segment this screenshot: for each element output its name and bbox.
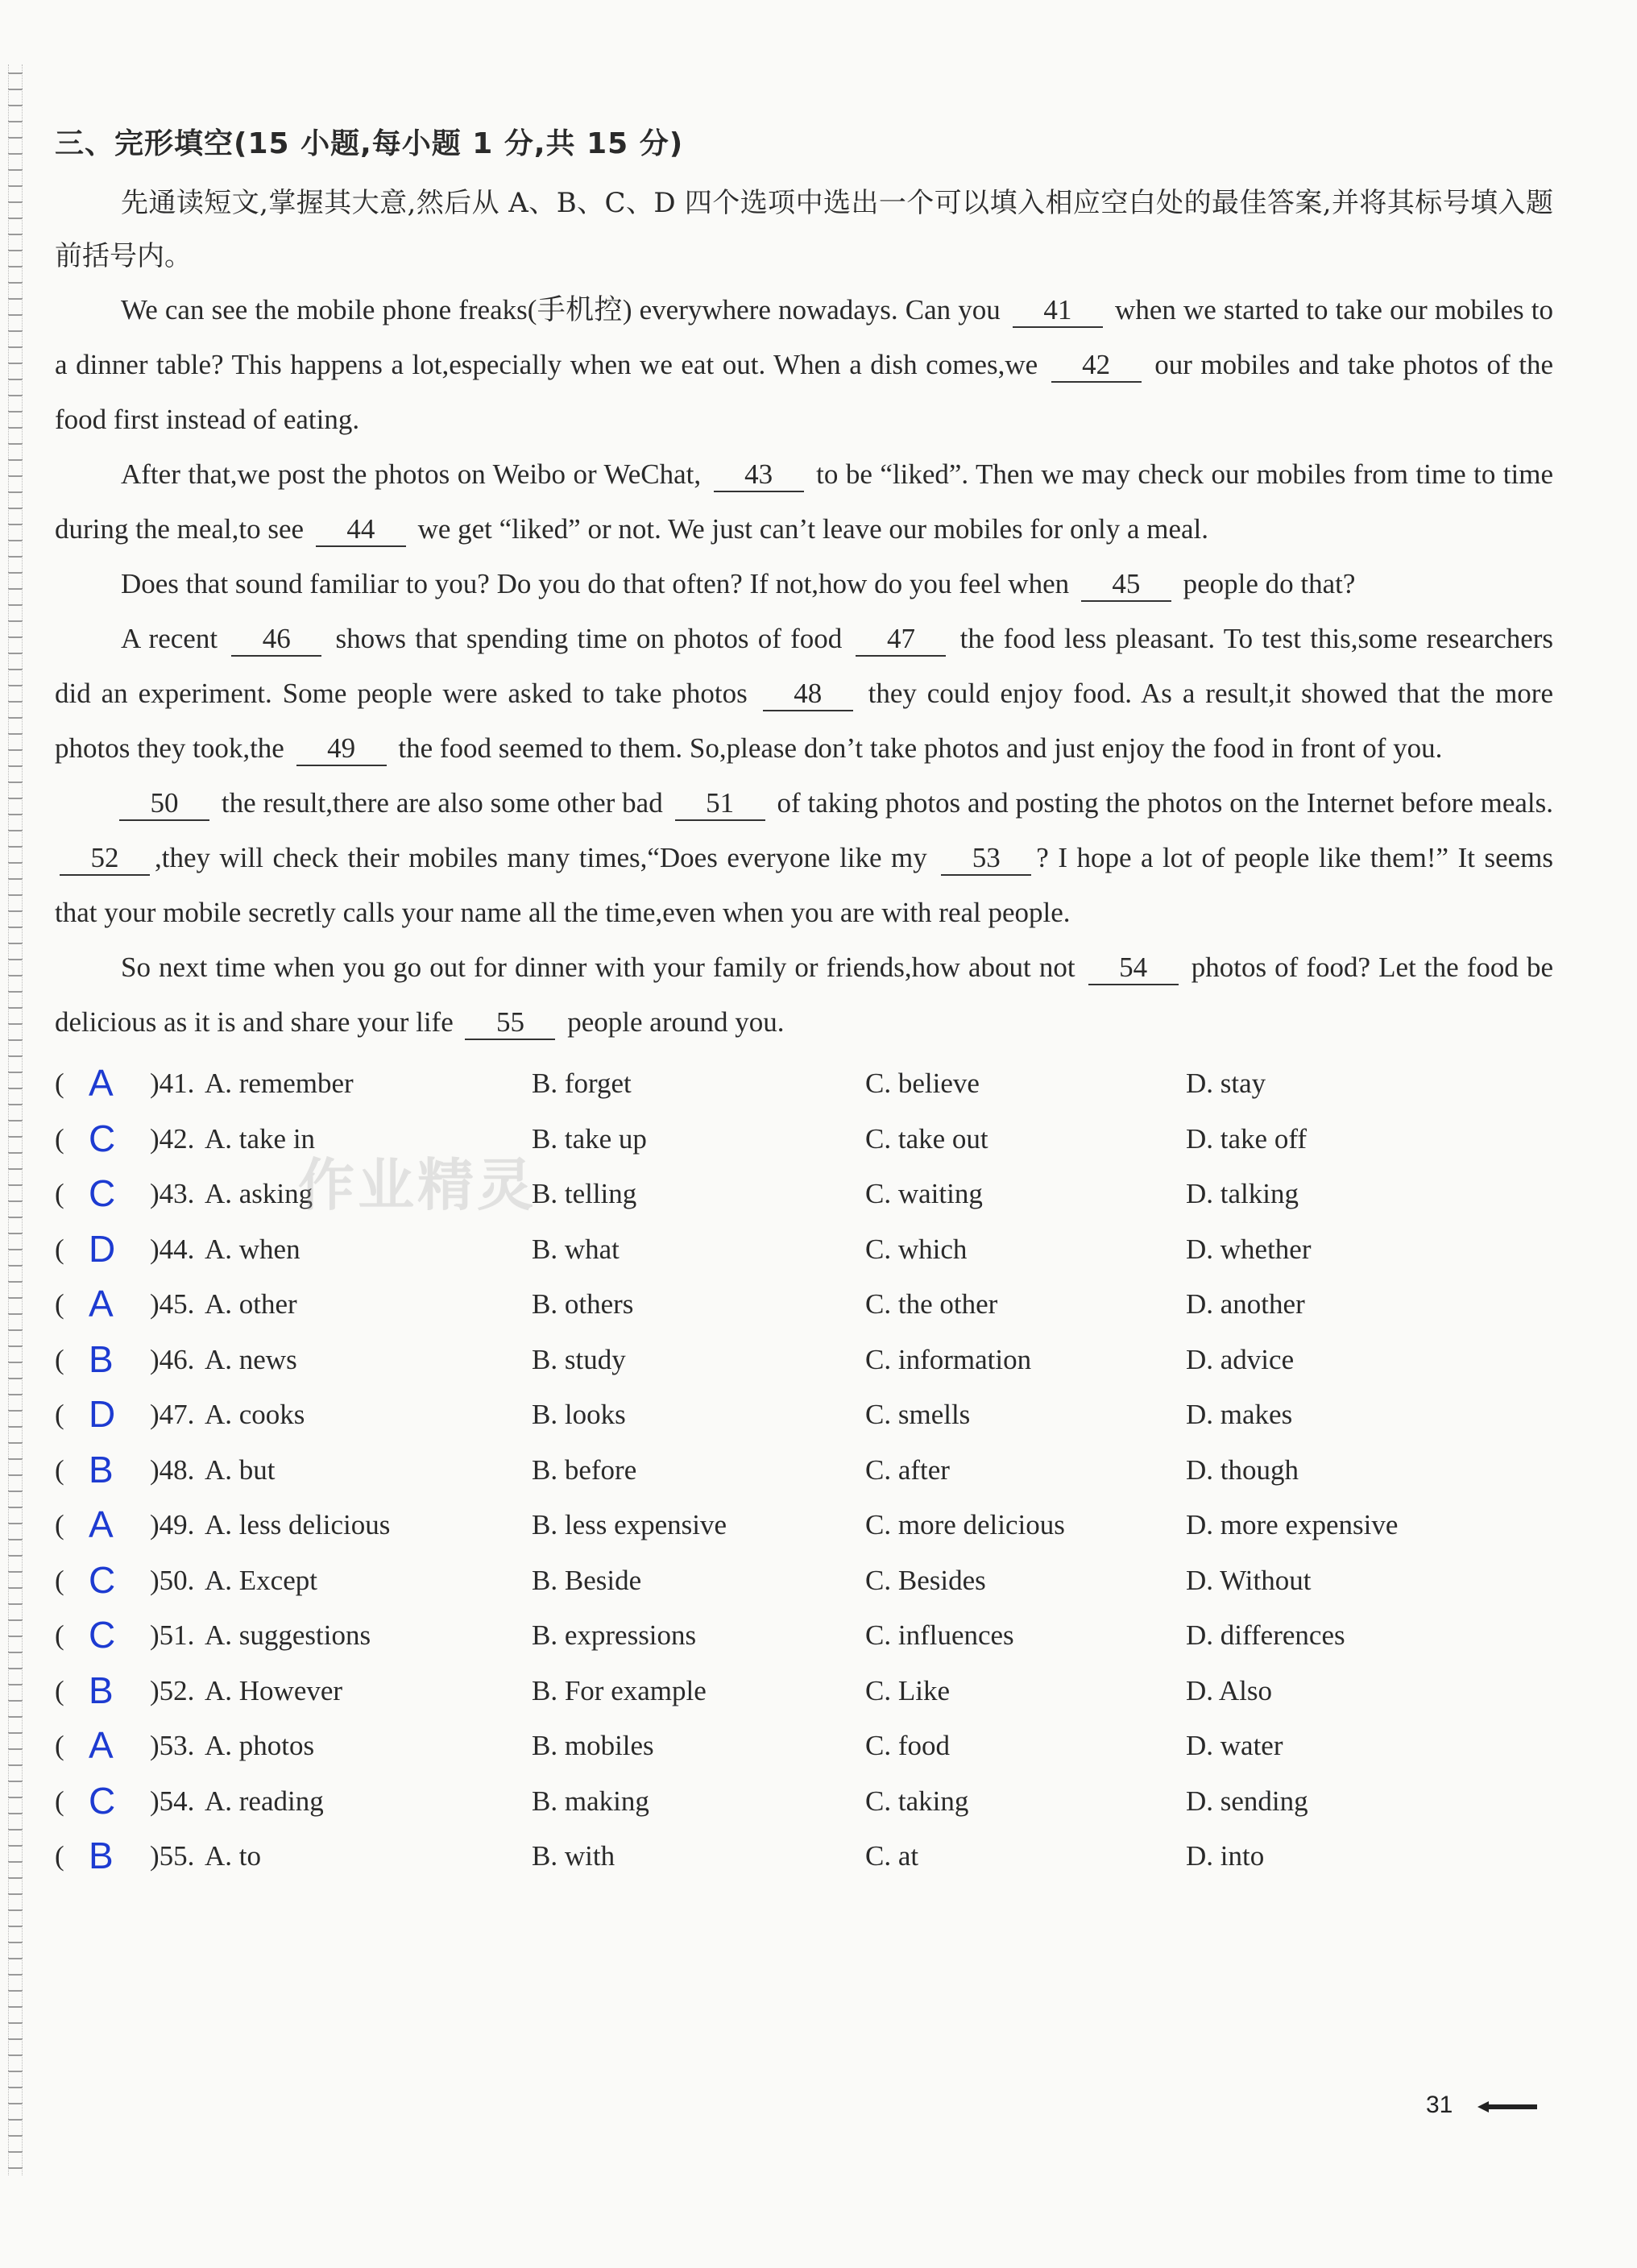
option-a: A. However: [205, 1674, 343, 1706]
option-c: C. believe: [865, 1068, 980, 1099]
passage-text: people do that?: [1183, 568, 1356, 599]
option-a: A. but: [205, 1453, 276, 1486]
blank-43: 43: [714, 458, 804, 492]
question-number: )53.: [150, 1730, 195, 1761]
question-row: [55, 1058, 1553, 1113]
option-a: A. remember: [205, 1068, 354, 1099]
question-row: [55, 1776, 1553, 1831]
answer-mark: B: [89, 1448, 114, 1491]
passage-text: So next time when you go out for dinner with your family or friends,how about not: [121, 952, 1075, 983]
passage-text: the food seemed to them. So,please don’t take photos and just enjoy the food in front of you.: [398, 732, 1443, 764]
option-b: B. looks: [532, 1399, 626, 1430]
paren-left: (: [55, 1453, 64, 1486]
question-number: )41.: [150, 1068, 195, 1099]
answer-mark: C: [89, 1558, 116, 1601]
option-d: D. Without: [1186, 1564, 1312, 1596]
blank-52: 52: [60, 842, 150, 876]
option-b: B. expressions: [532, 1619, 697, 1651]
option-c: C. information: [865, 1343, 1032, 1375]
paren-left: (: [55, 1509, 64, 1540]
option-d: D. though: [1186, 1453, 1299, 1486]
paren-left: (: [55, 1785, 64, 1817]
passage-text: they could enjoy food. As a result,it showed that the more photos they took,the: [55, 678, 1554, 764]
question-number: )45.: [150, 1288, 195, 1320]
blank-48: 48: [763, 678, 853, 711]
passage-text: of taking photos and posting the photos on the Internet before meals.: [777, 787, 1554, 819]
left-arrow-icon: [1477, 2101, 1537, 2113]
option-b: B. telling: [532, 1178, 637, 1209]
option-c: C. at: [865, 1840, 919, 1872]
option-d: D. sending: [1186, 1785, 1308, 1817]
option-b: B. before: [532, 1453, 637, 1486]
option-a: A. to: [205, 1840, 261, 1872]
option-c: C. the other: [865, 1288, 998, 1320]
answer-mark: D: [89, 1227, 116, 1270]
answer-mark: B: [89, 1337, 114, 1380]
passage-text: the food less pleasant. To test this,some researchers did an experiment. Some people were asked to take photos: [55, 623, 1554, 709]
blank-53: 53: [941, 842, 1031, 876]
question-number: )55.: [150, 1840, 195, 1872]
option-a: A. asking: [205, 1178, 313, 1209]
option-d: D. stay: [1186, 1068, 1266, 1099]
paren-left: (: [55, 1619, 64, 1651]
question-number: )50.: [150, 1564, 195, 1596]
passage-paragraph-4: [55, 612, 1553, 776]
option-c: C. more delicious: [865, 1509, 1065, 1540]
paren-left: (: [55, 1068, 64, 1099]
question-row: [55, 1720, 1553, 1776]
page-number: 31: [1426, 2092, 1453, 2118]
passage-paragraph-2: [55, 447, 1553, 557]
question-number: )51.: [150, 1619, 195, 1651]
option-d: D. makes: [1186, 1399, 1293, 1430]
question-row: [55, 1445, 1553, 1500]
option-b: B. take up: [532, 1122, 647, 1155]
question-number: )46.: [150, 1343, 195, 1375]
option-c: C. take out: [865, 1122, 988, 1155]
option-c: C. taking: [865, 1785, 969, 1817]
blank-44: 44: [316, 513, 406, 547]
option-a: A. suggestions: [205, 1619, 371, 1651]
option-b: B. forget: [532, 1068, 632, 1099]
passage-text: we get “liked” or not. We just can’t leave our mobiles for only a meal.: [417, 513, 1208, 545]
paren-left: (: [55, 1178, 64, 1209]
paren-left: (: [55, 1674, 64, 1706]
content-area: [55, 121, 1553, 1886]
answer-mark: D: [89, 1393, 116, 1435]
passage-paragraph-1: [55, 283, 1553, 447]
blank-49: 49: [296, 732, 387, 766]
blank-50: 50: [119, 787, 209, 821]
option-d: D. talking: [1186, 1178, 1299, 1209]
option-b: B. with: [532, 1840, 615, 1872]
question-number: )42.: [150, 1122, 195, 1155]
option-b: B. less expensive: [532, 1509, 727, 1540]
answer-mark: A: [89, 1283, 114, 1325]
answer-mark: C: [89, 1117, 116, 1159]
option-a: A. take in: [205, 1122, 316, 1155]
option-c: C. Like: [865, 1674, 950, 1706]
answer-mark: A: [89, 1062, 114, 1104]
answer-mark: B: [89, 1835, 114, 1876]
passage-paragraph-6: [55, 940, 1553, 1050]
question-number: )48.: [150, 1453, 195, 1486]
answer-mark: C: [89, 1779, 116, 1822]
option-c: C. which: [865, 1233, 968, 1265]
option-d: D. another: [1186, 1288, 1305, 1320]
blank-41: 41: [1013, 294, 1103, 328]
option-d: D. advice: [1186, 1343, 1295, 1375]
question-list: [55, 1058, 1553, 1886]
option-b: B. For example: [532, 1674, 707, 1706]
passage-paragraph-5: [55, 776, 1553, 940]
option-c: C. waiting: [865, 1178, 983, 1209]
option-a: A. photos: [205, 1730, 315, 1761]
instruction-text: 先通读短文,掌握其大意,然后从 A、B、C、D 四个选项中选出一个可以填入相应空白处的最佳答案,并将其标号填入题前括号内。: [55, 187, 1553, 272]
binding-edge-decoration: [8, 64, 23, 2175]
question-row: [55, 1831, 1553, 1886]
paren-left: (: [55, 1122, 64, 1155]
option-c: C. Besides: [865, 1564, 986, 1596]
passage-text: ,they will check their mobiles many times,“Does everyone like my: [155, 842, 927, 873]
option-b: B. what: [532, 1233, 620, 1265]
passage-text: A recent: [121, 623, 218, 654]
blank-45: 45: [1081, 568, 1171, 602]
paren-left: (: [55, 1233, 64, 1265]
question-row: [55, 1499, 1553, 1555]
blank-46: 46: [231, 623, 321, 657]
answer-mark: A: [89, 1724, 114, 1766]
option-a: A. Except: [205, 1564, 317, 1596]
paren-left: (: [55, 1343, 64, 1375]
paren-left: (: [55, 1730, 64, 1761]
question-row: [55, 1555, 1553, 1611]
option-a: A. other: [205, 1288, 297, 1320]
blank-42: 42: [1051, 349, 1142, 383]
option-c: C. influences: [865, 1619, 1014, 1651]
question-row: [55, 1224, 1553, 1279]
option-b: B. making: [532, 1785, 649, 1817]
question-number: )43.: [150, 1178, 195, 1209]
option-d: D. whether: [1186, 1233, 1312, 1265]
option-d: D. water: [1186, 1730, 1283, 1761]
blank-47: 47: [856, 623, 946, 657]
passage-text: Does that sound familiar to you? Do you do that often? If not,how do you feel when: [121, 568, 1070, 599]
option-d: D. differences: [1186, 1619, 1345, 1651]
paren-left: (: [55, 1840, 64, 1872]
question-row: [55, 1610, 1553, 1665]
answer-mark: B: [89, 1669, 114, 1711]
question-number: )52.: [150, 1674, 195, 1706]
option-b: B. others: [532, 1288, 634, 1320]
option-d: D. more expensive: [1186, 1509, 1399, 1540]
question-row: [55, 1168, 1553, 1224]
question-row: [55, 1334, 1553, 1390]
passage-text: We can see the mobile phone freaks(手机控) everywhere nowadays. Can you: [121, 294, 1001, 325]
question-number: )54.: [150, 1785, 195, 1817]
option-c: C. food: [865, 1730, 950, 1761]
paren-left: (: [55, 1564, 64, 1596]
question-number: )49.: [150, 1509, 195, 1540]
answer-mark: C: [89, 1172, 116, 1214]
option-a: A. when: [205, 1233, 300, 1265]
option-a: A. cooks: [205, 1399, 305, 1430]
blank-51: 51: [675, 787, 765, 821]
option-c: C. smells: [865, 1399, 971, 1430]
question-row: [55, 1665, 1553, 1721]
section-title: 三、完形填空(15 小题,每小题 1 分,共 15 分): [55, 127, 684, 160]
option-a: A. less delicious: [205, 1509, 391, 1540]
watermark: 作业精灵: [298, 1152, 537, 1218]
passage-text: to be “liked”. Then we may check our mobiles from time to time during the meal,to see: [55, 458, 1554, 545]
question-row: [55, 1279, 1553, 1334]
blank-55: 55: [465, 1006, 555, 1040]
paren-left: (: [55, 1288, 64, 1320]
passage-text: people around you.: [567, 1006, 785, 1038]
question-number: )47.: [150, 1399, 195, 1430]
passage-text: our mobiles and take photos of the food first instead of eating.: [55, 349, 1554, 435]
option-b: B. mobiles: [532, 1730, 654, 1761]
option-a: A. news: [205, 1343, 297, 1375]
option-d: D. Also: [1186, 1674, 1272, 1706]
passage-text: photos of food? Let the food be delicious as it is and share your life: [55, 952, 1554, 1038]
passage-text: the result,there are also some other bad: [221, 787, 663, 819]
option-d: D. into: [1186, 1840, 1265, 1872]
passage-text: when we started to take our mobiles to a dinner table? This happens a lot,especially when we eat out. When a dish comes,we: [55, 294, 1554, 380]
passage-text: ? I hope a lot of people like them!” It seems that your mobile secretly calls your name all the time,even when you are with real people.: [55, 842, 1553, 928]
option-b: B. study: [532, 1343, 626, 1375]
question-row: [55, 1113, 1553, 1169]
passage-paragraph-3: [55, 557, 1553, 612]
answer-mark: A: [89, 1503, 114, 1545]
question-number: )44.: [150, 1233, 195, 1265]
paren-left: (: [55, 1399, 64, 1430]
answer-mark: C: [89, 1614, 116, 1656]
passage-text: After that,we post the photos on Weibo or WeChat,: [121, 458, 702, 490]
option-c: C. after: [865, 1453, 950, 1486]
passage-text: shows that spending time on photos of food: [335, 623, 843, 654]
question-row: [55, 1389, 1553, 1445]
blank-54: 54: [1088, 952, 1179, 985]
option-d: D. take off: [1186, 1122, 1307, 1155]
option-b: B. Beside: [532, 1564, 642, 1596]
option-a: A. reading: [205, 1785, 324, 1817]
